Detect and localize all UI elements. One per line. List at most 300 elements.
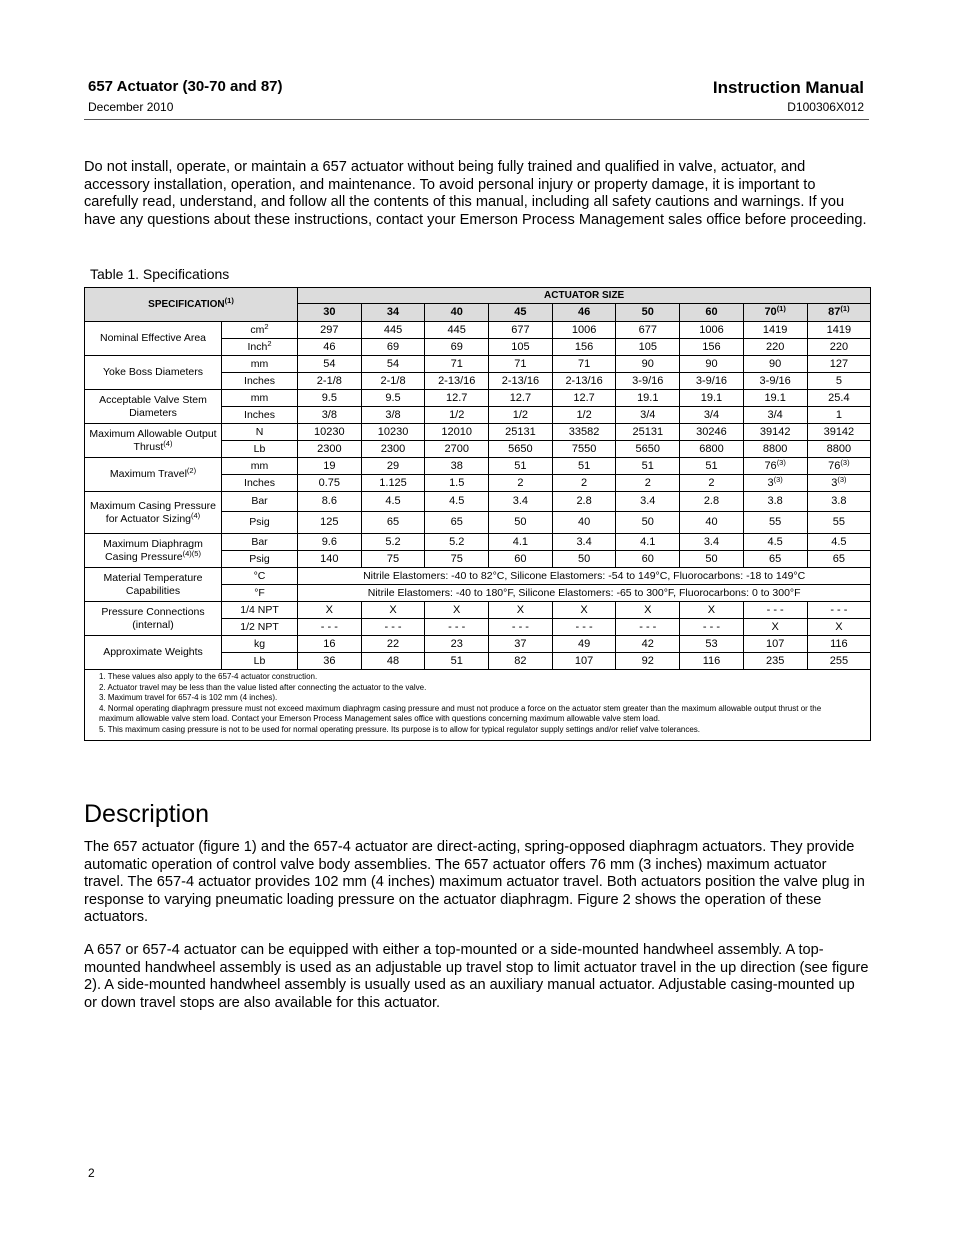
value-text: 22 [386, 637, 400, 650]
document-title: 657 Actuator (30-70 and 87) [88, 78, 283, 95]
size-header-cell [552, 304, 616, 322]
value-cell [489, 551, 553, 568]
value-cell [425, 551, 489, 568]
value-text: 51 [641, 459, 654, 472]
table-row [85, 534, 871, 551]
value-text: X [644, 603, 652, 616]
value-cell [807, 492, 871, 512]
size-label: 60 [705, 306, 718, 318]
value-cell [489, 602, 553, 619]
spec-label-text: Maximum Diaphragm Casing Pressure [103, 537, 203, 563]
size-header-cell [425, 304, 489, 322]
value-cell [743, 475, 807, 492]
value-cell [298, 407, 362, 424]
value-cell [489, 390, 553, 407]
value-cell [489, 636, 553, 653]
unit-cell [222, 322, 298, 339]
value-text: 9.5 [385, 391, 401, 404]
value-text: 12010 [441, 425, 473, 438]
spec-note-ref: (4) [163, 438, 173, 448]
value-cell [552, 619, 616, 636]
value-cell [552, 534, 616, 551]
value-cell [552, 492, 616, 512]
value-text: 37 [514, 637, 527, 650]
value-text: 36 [323, 654, 336, 667]
spec-label [85, 492, 222, 534]
value-cell [743, 492, 807, 512]
table-notes [85, 670, 871, 741]
value-text: 19.1 [700, 391, 723, 404]
value-text: 2700 [444, 442, 469, 455]
unit-cell [222, 424, 298, 441]
size-header-cell [361, 304, 425, 322]
value-text: 8.6 [321, 495, 337, 507]
document-number: D100306X012 [787, 100, 864, 114]
value-cell [298, 492, 362, 512]
spec-label-text: Approximate Weights [103, 646, 203, 658]
unit-cell [222, 551, 298, 568]
value-text: 3/4 [640, 408, 656, 421]
value-text: 156 [702, 340, 721, 353]
value-cell [807, 356, 871, 373]
spec-label [85, 636, 222, 670]
value-text: 2.8 [703, 495, 720, 507]
value-cell [425, 475, 489, 492]
value-text: 75 [450, 552, 463, 565]
value-cell [552, 424, 616, 441]
value-cell [807, 458, 871, 475]
value-cell [807, 636, 871, 653]
value-cell [552, 441, 616, 458]
value-cell [743, 534, 807, 551]
value-text: 90 [641, 357, 654, 370]
value-cell [361, 407, 425, 424]
value-cell [552, 373, 616, 390]
value-text: 76 [764, 459, 777, 472]
value-text: 71 [514, 357, 527, 370]
value-text: 49 [577, 637, 591, 650]
value-cell [680, 475, 744, 492]
unit-cell [222, 653, 298, 670]
value-text: 54 [323, 357, 336, 370]
manual-label: Instruction Manual [712, 78, 864, 97]
value-text: 140 [320, 552, 339, 565]
value-cell [552, 458, 616, 475]
spec-label-text: Pressure Connections (internal) [101, 605, 205, 631]
value-text: X [707, 603, 716, 616]
value-cell [743, 441, 807, 458]
value-text: 12.7 [573, 391, 595, 404]
size-header-cell [743, 304, 807, 322]
size-header-cell [298, 304, 362, 322]
spec-label [85, 602, 222, 636]
unit-text: Inch [247, 340, 268, 353]
value-text: - - - [320, 620, 338, 633]
value-text: 42 [641, 637, 654, 650]
value-text: 105 [638, 340, 657, 353]
value-cell [680, 619, 744, 636]
value-text: 54 [386, 357, 400, 370]
value-cell [425, 458, 489, 475]
value-cell [489, 407, 553, 424]
value-cell [361, 373, 425, 390]
table-row [85, 356, 871, 373]
value-cell [552, 512, 616, 534]
value-text: 677 [638, 323, 657, 336]
value-cell [616, 512, 680, 534]
value-cell [680, 551, 744, 568]
value-cell [298, 322, 362, 339]
value-cell [298, 339, 362, 356]
value-cell [552, 390, 616, 407]
value-text: X [580, 603, 588, 616]
value-text: 30246 [696, 425, 727, 438]
value-text: 9.5 [321, 391, 337, 404]
value-cell [616, 653, 680, 670]
size-header-cell [489, 304, 553, 322]
value-text: 3.4 [703, 535, 720, 548]
value-text: 65 [832, 552, 845, 565]
value-cell [807, 441, 871, 458]
value-cell [489, 475, 553, 492]
value-text: - - - [448, 620, 466, 633]
value-text: 5650 [508, 442, 533, 455]
value-cell [298, 373, 362, 390]
value-text: 125 [320, 516, 339, 528]
value-text: 3.4 [576, 535, 592, 548]
value-text: 1/2 [576, 408, 592, 421]
value-cell [298, 534, 362, 551]
specification-header-text: SPECIFICATION [148, 299, 225, 310]
value-text: 19 [323, 459, 336, 472]
value-cell [298, 512, 362, 534]
value-cell [425, 602, 489, 619]
table-note: 3. Maximum travel for 657-4 is 102 mm (4 inches). [99, 693, 278, 703]
value-text: 297 [320, 323, 339, 336]
value-text: 3/8 [385, 408, 401, 421]
value-cell [425, 534, 489, 551]
value-cell [361, 458, 425, 475]
value-text: 12.7 [509, 391, 532, 404]
value-text: 40 [705, 516, 718, 528]
table-title: Table 1. Specifications [90, 266, 230, 282]
value-cell [680, 653, 744, 670]
value-cell [489, 534, 553, 551]
value-text: 50 [577, 552, 591, 565]
value-text: 2 [517, 476, 524, 489]
value-text: 220 [765, 340, 785, 353]
description-paragraph-2: A 657 or 657-4 actuator can be equipped with either a top-mounted or a side-mounted handwheel assembly. A top-mounted handwheel assembly is used as an adjustable up travel stop to limit actuator travel in the up direction (see figure 2). A side-mounted handwheel assembly is usually used as an auxiliary manual actuator. Adjustable casing-mounted up or down travel stops are also available for this actuator. [84, 942, 869, 1011]
value-cell [616, 602, 680, 619]
size-label: 70 [764, 306, 777, 318]
value-text: 5650 [635, 442, 661, 455]
value-cell [680, 492, 744, 512]
value-text: 3-9/16 [695, 374, 728, 387]
spec-note-ref: (2) [186, 466, 197, 475]
value-cell [298, 653, 362, 670]
value-cell [489, 373, 553, 390]
value-cell [361, 602, 425, 619]
spec-label-text: Material Temperature Capabilities [103, 571, 203, 597]
table-note: 2. Actuator travel may be less than the value listed after connecting the actuator to the valve. [99, 682, 427, 692]
unit-text: °F [254, 586, 265, 599]
value-cell [743, 512, 807, 534]
value-cell [425, 339, 489, 356]
value-cell [425, 373, 489, 390]
spec-label [85, 458, 222, 492]
value-cell [425, 636, 489, 653]
value-cell [807, 534, 871, 551]
value-text: 220 [829, 340, 849, 353]
value-text: X [389, 603, 397, 616]
value-text: 50 [641, 516, 654, 528]
value-cell [743, 339, 807, 356]
unit-cell [222, 619, 298, 636]
value-cell [298, 356, 362, 373]
value-cell [616, 534, 680, 551]
unit-cell [222, 568, 298, 585]
value-text: 25131 [632, 425, 664, 438]
value-cell [361, 339, 425, 356]
value-text: 1.125 [379, 476, 407, 489]
value-cell [616, 407, 680, 424]
value-text: 8800 [826, 442, 852, 455]
table-row [85, 602, 871, 619]
value-text: 3 [831, 476, 838, 489]
spec-label-text: Acceptable Valve Stem Diameters [99, 393, 207, 419]
value-cell [616, 636, 680, 653]
value-text: 4.5 [831, 535, 847, 548]
unit-text: Inches [244, 374, 275, 387]
value-text: 10230 [314, 425, 345, 438]
value-text: X [516, 603, 525, 616]
value-cell [743, 407, 807, 424]
unit-text: Inches [244, 408, 275, 421]
value-cell [361, 551, 425, 568]
size-note-ref: (1) [776, 304, 786, 313]
value-text: 51 [577, 459, 591, 472]
value-cell [298, 551, 362, 568]
value-text: 445 [447, 323, 466, 336]
spec-label [85, 534, 222, 568]
value-text: - - - [766, 603, 784, 616]
unit-cell [222, 373, 298, 390]
unit-text: 1/4 NPT [240, 603, 279, 616]
value-text: - - - [639, 620, 657, 633]
spec-label [85, 356, 222, 390]
value-text: 156 [574, 340, 594, 353]
value-cell [807, 619, 871, 636]
value-text: 2 [581, 476, 588, 489]
unit-cell [222, 585, 298, 602]
value-cell [807, 602, 871, 619]
value-cell [552, 602, 616, 619]
value-text: 69 [386, 340, 400, 353]
value-cell [680, 322, 744, 339]
value-text: 5.2 [449, 535, 465, 548]
value-text: 677 [511, 323, 530, 336]
value-text: - - - [702, 620, 721, 633]
value-cell [425, 512, 489, 534]
value-cell [616, 424, 680, 441]
unit-text: mm [250, 357, 269, 370]
value-cell [425, 619, 489, 636]
unit-text: °C [253, 569, 266, 582]
size-label: 30 [323, 306, 336, 318]
value-cell [680, 356, 744, 373]
value-cell [361, 441, 425, 458]
value-cell [361, 322, 425, 339]
value-cell [298, 475, 362, 492]
value-cell [489, 458, 553, 475]
value-cell [552, 339, 616, 356]
value-cell [680, 424, 744, 441]
size-header-cell [680, 304, 744, 322]
value-text: 1419 [826, 323, 852, 336]
value-text: 7550 [571, 442, 597, 455]
table-row [85, 636, 871, 653]
value-cell [425, 424, 489, 441]
size-note-ref: (1) [840, 304, 850, 313]
value-cell [298, 441, 362, 458]
spec-label-text: Nominal Effective Area [99, 332, 207, 344]
value-text: 8800 [762, 442, 788, 455]
value-text: 1006 [699, 323, 724, 336]
value-cell [743, 636, 807, 653]
value-text: 2 [708, 476, 715, 489]
value-text: 10230 [377, 425, 409, 438]
value-text: 65 [386, 516, 400, 528]
document-date: December 2010 [88, 100, 174, 114]
value-text: 1/2 [512, 408, 529, 421]
value-text: 0.75 [318, 476, 341, 489]
value-cell [552, 407, 616, 424]
value-text: 2-13/16 [565, 374, 603, 387]
value-cell [425, 356, 489, 373]
table-row [85, 424, 871, 441]
description-heading: Description [84, 800, 210, 828]
value-text: 75 [386, 552, 400, 565]
value-cell [807, 390, 871, 407]
value-text: - - - [830, 603, 848, 616]
value-text: 38 [450, 459, 463, 472]
value-cell [489, 653, 553, 670]
spec-label [85, 568, 222, 602]
value-cell [743, 602, 807, 619]
value-cell [743, 551, 807, 568]
value-text: 4.5 [449, 495, 465, 507]
unit-text: mm [250, 459, 269, 472]
specification-header [85, 288, 298, 322]
value-cell [425, 322, 489, 339]
value-cell [616, 356, 680, 373]
value-text: 25.4 [828, 391, 850, 404]
value-cell [680, 458, 744, 475]
value-cell [680, 339, 744, 356]
value-cell [616, 475, 680, 492]
value-text: 12.7 [446, 391, 468, 404]
specification-header-sup: (1) [224, 296, 234, 305]
size-header-cell [616, 304, 680, 322]
value-text: 82 [514, 654, 527, 667]
value-text: 3.8 [831, 495, 847, 507]
value-text: 6800 [699, 442, 724, 455]
value-text: 2-13/16 [438, 374, 476, 387]
unit-text: Psig [249, 516, 270, 528]
value-text: 69 [450, 340, 463, 353]
value-cell [743, 322, 807, 339]
value-cell [616, 373, 680, 390]
value-text: X [835, 620, 843, 633]
value-text: 19.1 [764, 391, 786, 404]
value-text: 60 [641, 552, 654, 565]
unit-cell [222, 407, 298, 424]
value-cell [616, 619, 680, 636]
value-text: 4.5 [767, 535, 783, 548]
value-cell [489, 441, 553, 458]
value-cell [425, 492, 489, 512]
value-cell [743, 356, 807, 373]
value-text: 71 [450, 357, 463, 370]
table-body [85, 322, 871, 741]
value-cell [680, 390, 744, 407]
value-text: 1/2 [449, 408, 465, 421]
value-cell [807, 424, 871, 441]
value-text: 23 [450, 637, 463, 650]
value-cell [361, 619, 425, 636]
unit-text: Lb [253, 442, 266, 455]
unit-text: Bar [251, 535, 268, 548]
size-header-cell [807, 304, 871, 322]
value-cell [489, 339, 553, 356]
value-cell [743, 373, 807, 390]
table-row [85, 492, 871, 512]
unit-cell [222, 492, 298, 512]
unit-cell [222, 458, 298, 475]
table-row [85, 458, 871, 475]
value-cell [743, 458, 807, 475]
value-cell [807, 407, 871, 424]
value-cell [743, 653, 807, 670]
value-text: 2-1/8 [380, 374, 406, 387]
value-text: 1 [835, 408, 842, 421]
value-cell [298, 636, 362, 653]
value-cell [361, 636, 425, 653]
description-paragraph-1: The 657 actuator (figure 1) and the 657-4 actuator are direct-acting, spring-opposed diaphragm actuators. They provide automatic operation of control valve body assemblies. The 657 actuator offers 76 mm (3 inches) maximum actuator travel. The 657-4 actuator provides 102 mm (4 inches) maximum actuator travel. Both actuators position the valve plug in response to varying pneumatic loading pressure on the actuator diaphragm. Figure 2 shows the operation of these actuators. [84, 839, 865, 925]
unit-text: 1/2 NPT [240, 620, 279, 633]
value-text: 9.6 [321, 535, 337, 548]
value-text: 55 [832, 516, 845, 528]
value-text: X [325, 603, 334, 616]
value-cell [298, 458, 362, 475]
value-text: 127 [829, 357, 849, 370]
value-text: 50 [705, 552, 718, 565]
unit-cell [222, 441, 298, 458]
value-cell [361, 475, 425, 492]
value-text: 76 [828, 459, 841, 472]
unit-cell [222, 339, 298, 356]
value-text: 3.8 [767, 495, 783, 507]
value-text: 107 [574, 654, 594, 667]
size-label: 87 [828, 306, 841, 318]
value-cell [489, 492, 553, 512]
value-cell [616, 492, 680, 512]
value-text: 3/8 [321, 408, 337, 421]
value-cell [680, 534, 744, 551]
value-text: 48 [386, 654, 400, 667]
value-text: 235 [765, 654, 785, 667]
spec-note-ref: (4)(5) [182, 548, 201, 558]
